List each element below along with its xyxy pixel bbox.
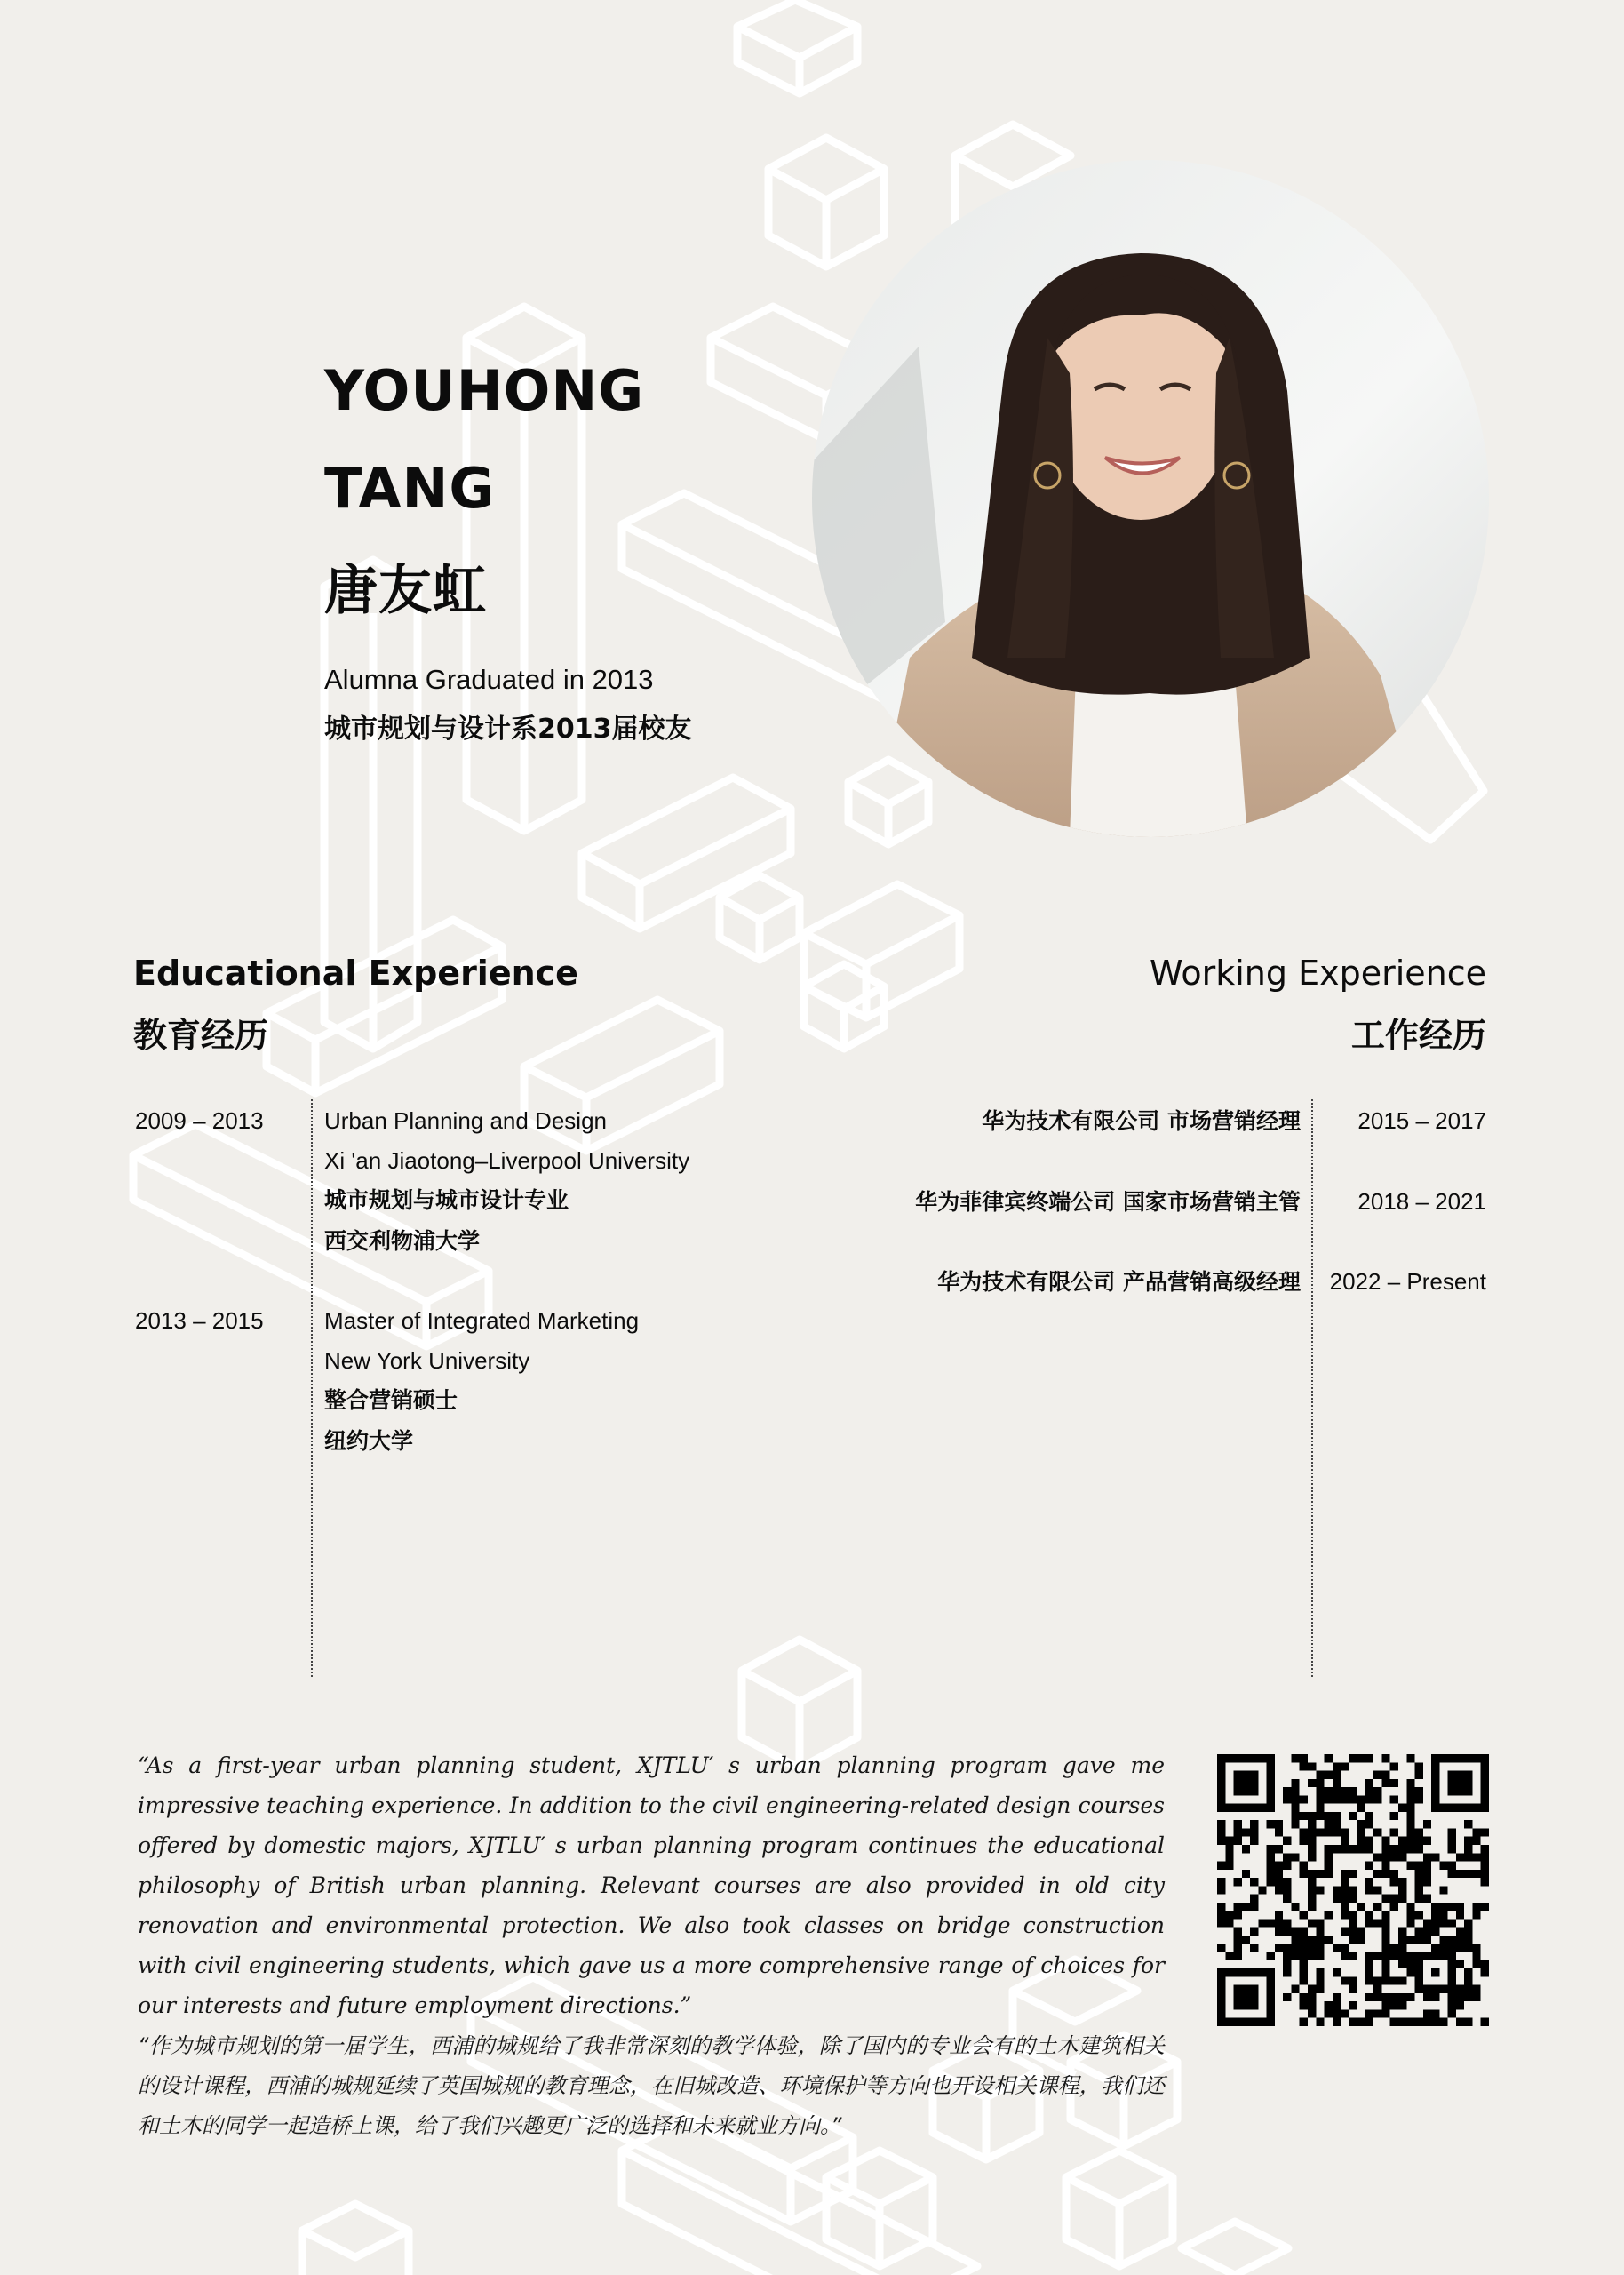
education-years-2: 2013 – 2015 xyxy=(135,1307,264,1334)
quote-chinese: “作为城市规划的第一届学生，西浦的城规给了我非常深刻的教学体验，除了国内的专业会有的土木建筑相关的设计课程，西浦的城规延续了英国城规的教育理念，在旧城改造、环境保护等方向也开设相关课程，我们还和土木的同学一起造桥上课，给了我们兴趣更广泛的选择和未来就业方向。” xyxy=(138,2033,1165,2138)
work-title-cn: 工作经历 xyxy=(1350,1016,1486,1055)
alumna-chinese: 城市规划与设计系2013届校友 xyxy=(324,714,692,745)
education-line: 城市规划与城市设计专业 xyxy=(324,1187,569,1213)
quote-english: “As a first-year urban planning student, XJTLU′ s urban planning program gave me impressive teaching experience. In addition to the civil engineering-related design courses offered by domestic majors, XJTLU′ s urban planning program continues the educational philosophy of British urban planning. Relevant courses are also provided in old city renovation and environmental protection. We also took classes on bridge construction with civil engineering students, which gave us a more comprehensive range of choices for our interests and future employment directions.” xyxy=(138,1752,1165,2018)
work-divider xyxy=(1311,1099,1313,1677)
work-years-3: 2022 – Present xyxy=(1329,1268,1486,1295)
education-line: New York University xyxy=(324,1347,530,1374)
name-chinese: 唐友虹 xyxy=(324,560,487,622)
education-title-en: Educational Experience xyxy=(133,954,578,993)
work-title-en: Working Experience xyxy=(1150,954,1486,993)
work-years-2: 2018 – 2021 xyxy=(1357,1188,1486,1215)
work-role-1: 华为技术有限公司 市场营销经理 xyxy=(982,1108,1301,1134)
work-role-2: 华为菲律宾终端公司 国家市场营销主管 xyxy=(915,1189,1301,1215)
education-line: Urban Planning and Design xyxy=(324,1107,607,1134)
work-role-3: 华为技术有限公司 产品营销高级经理 xyxy=(937,1269,1301,1295)
education-divider xyxy=(311,1099,313,1677)
work-years-1: 2015 – 2017 xyxy=(1357,1107,1486,1134)
portrait-photo xyxy=(812,160,1489,837)
name-line-1: YOUHONG xyxy=(324,358,645,423)
education-line: 纽约大学 xyxy=(324,1428,414,1454)
education-line: 整合营销硕士 xyxy=(324,1387,458,1413)
education-years-1: 2009 – 2013 xyxy=(135,1107,264,1134)
education-line: Master of Integrated Marketing xyxy=(324,1307,640,1334)
qr-code xyxy=(1217,1754,1489,2026)
education-line: 西交利物浦大学 xyxy=(324,1228,481,1254)
alumna-english: Alumna Graduated in 2013 xyxy=(324,664,654,695)
education-title-cn: 教育经历 xyxy=(133,1016,269,1055)
name-line-2: TANG xyxy=(324,456,496,521)
education-line: Xi 'an Jiaotong–Liverpool University xyxy=(324,1147,690,1174)
